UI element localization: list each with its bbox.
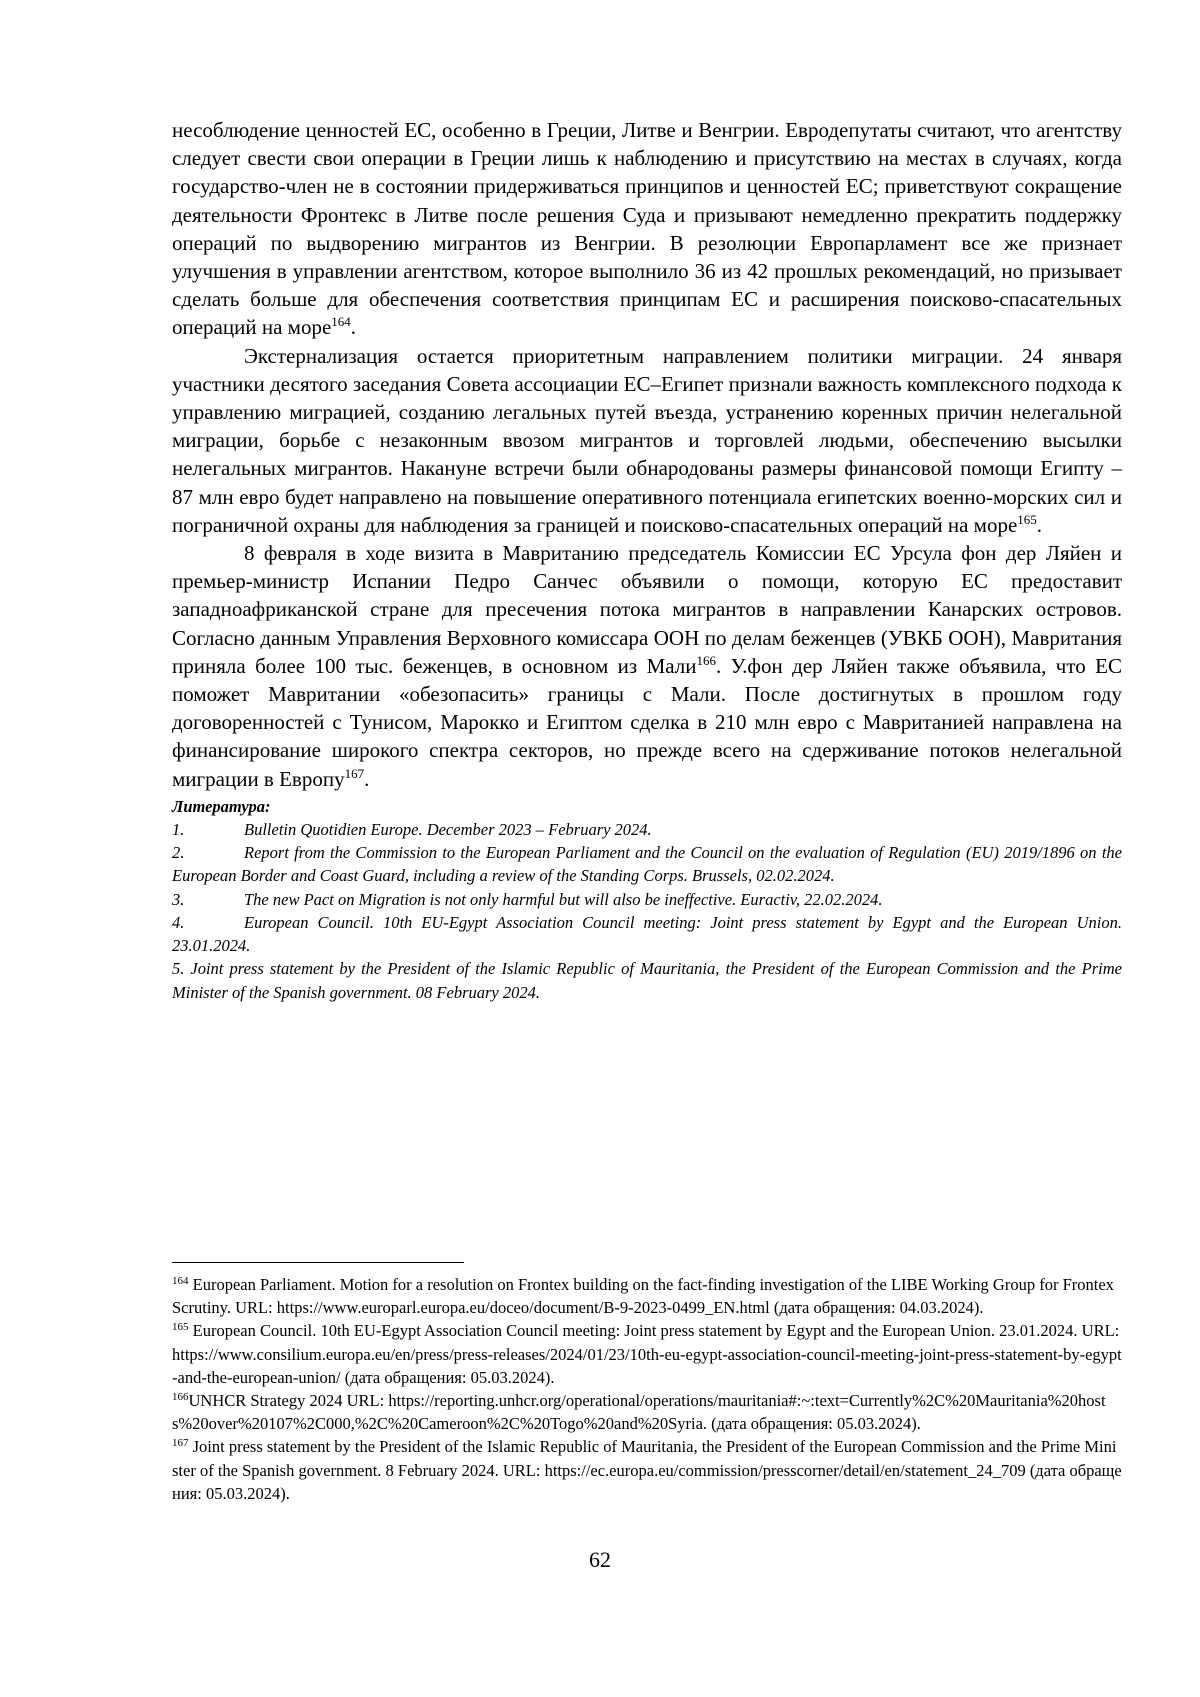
footnote-ref-164[interactable]: 164 — [331, 314, 351, 330]
footnote-ref-166[interactable]: 166 — [696, 652, 716, 668]
page-number: 62 — [589, 1547, 611, 1572]
footnote-167: $^{167}$ Joint press statement by the President of the Islamic Republic of Mauritania, the President of the European Commission and the Prime Minister of the Spanish government. 8 February 2024. URL: https://ec.europa.eu/commission/presscorner/detail/en/statement_24_709 (дата обращения: 05.03.2024). — [172, 1437, 1122, 1503]
footnote-164: $^{164}$ European Parliament. Motion for a resolution on Frontex building on the fact-finding investigation of the LIBE Working Group for Frontex Scrutiny. URL: https://www.europarl.europa.eu/doceo/document/B-9-2023-0499_EN.html (дата обращения: 04.03.2024). — [172, 1275, 1114, 1318]
paragraph-3: 8 февраля в ходе визита в Мавританию председатель Комиссии ЕС Урсула фон дер Ляйен и премьер-министр Испании Педро Санчес объявили о помощи, которую ЕС предоставит западноафриканской стране для пресечения потока мигрантов в направлении Канарских островов. Согласно данным Управления Верховного комиссара ООН по делам беженцев (УВКБ ООН), Мавритания приняла более 100 тыс. беженцев, в основном из Мали$^{166}$. У.фон дер Ляйен также объявила, что ЕС поможет Мавритании «обезопасить» границы с Мали. После достигнутых в прошлом году договоренностей с Тунисом, Марокко и Египтом сделка в 210 млн евро с Мавританией направлена на финансирование широкого спектра секторов, но прежде всего на сдерживание потоков нелегальной миграции в Европу$^{167}$. — [172, 541, 1122, 791]
body-text — [172, 116, 1122, 793]
footnotes — [172, 1273, 1122, 1505]
literature-item: 3. The new Pact on Migration is not only harmful but will also be ineffective. Euractiv, 22.02.2024. — [172, 889, 883, 909]
paragraph-1: несоблюдение ценностей ЕС, особенно в Греции, Литве и Венгрии. Евродепутаты считают, что агентству следует свести свои операции в Греции лишь к наблюдению и присутствию на местах в случаях, когда государство-член не в состоянии придерживаться принципов и ценностей ЕС; приветствуют сокращение деятельности Фронтекс в Литве после решения Суда и призывают немедленно прекратить поддержку операций по выдворению мигрантов из Венгрии. В резолюции Европарламент все же признает улучшения в управлении агентством, которое выполнило 36 из 42 прошлых рекомендаций, но призывает сделать больше для обеспечения соответствия принципам ЕС и расширения поисково-спасательных операций на море$^{164}$. — [172, 118, 1122, 340]
footnote-165: $^{165}$ European Council. 10th EU-Egypt Association Council meeting: Joint press statement by Egypt and the European Union. 23.01.2024. URL: https://www.consilium.europa.eu/en/press/press-releases/2024/01/23/10th-eu-egypt-association-council-meeting-joint-press-statement-by-egypt-and-the-european-union/ (дата обращения: 05.03.2024). — [172, 1321, 1122, 1387]
literature-section — [172, 795, 1122, 1004]
literature-heading: Литература: — [172, 796, 271, 816]
literature-item: 5. Joint press statement by the President of the Islamic Republic of Mauritania, the President of the European Commission and the Prime Minister of the Spanish government. 08 February 2024. — [172, 959, 1122, 1002]
footnote-separator — [172, 1262, 464, 1263]
literature-item: 1. Bulletin Quotidien Europe. December 2023 – February 2024. — [172, 820, 652, 840]
footnote-166: $^{166}$UNHCR Strategy 2024 URL: https://reporting.unhcr.org/operational/operations/mauritania#:~:text=Currently%2C%20Mauritania%20hosts%20over%20107%2C000,%2C%20Cameroon%2C%20Togo%20and%20Syria. (дата обращения: 05.03.2024). — [172, 1391, 1106, 1434]
literature-item: 4. European Council. 10th EU-Egypt Association Council meeting: Joint press statement by Egypt and the European Union. 23.01.2024. — [172, 912, 1122, 956]
footnote-ref-167[interactable]: 167 — [344, 765, 365, 781]
paragraph-2: Экстернализация остается приоритетным направлением политики миграции. 24 января участники десятого заседания Совета ассоциации ЕС–Египет признали важность комплексного подхода к управлению миграцией, созданию легальных путей въезда, устранению коренных причин нелегальной миграции, борьбе с незаконным ввозом мигрантов и торговлей людьми, обеспечению высылки нелегальных мигрантов. Накануне встречи были обнародованы размеры финансовой помощи Египту – 87 млн евро будет направлено на повышение оперативного потенциала египетских военно-морских сил и пограничной охраны для наблюдения за границей и поисково-спасательных операций на море$^{165}$. — [172, 343, 1122, 537]
page-content — [172, 116, 1122, 1004]
literature-item: 2. Report from the Commission to the European Parliament and the Council on the evaluation of Regulation (EU) 2019/1896 on the European Border and Coast Guard, including a review of the Standing Corps. Brussels, 02.02.2024. — [172, 843, 1122, 886]
footnote-ref-165[interactable]: 165 — [1017, 511, 1037, 527]
